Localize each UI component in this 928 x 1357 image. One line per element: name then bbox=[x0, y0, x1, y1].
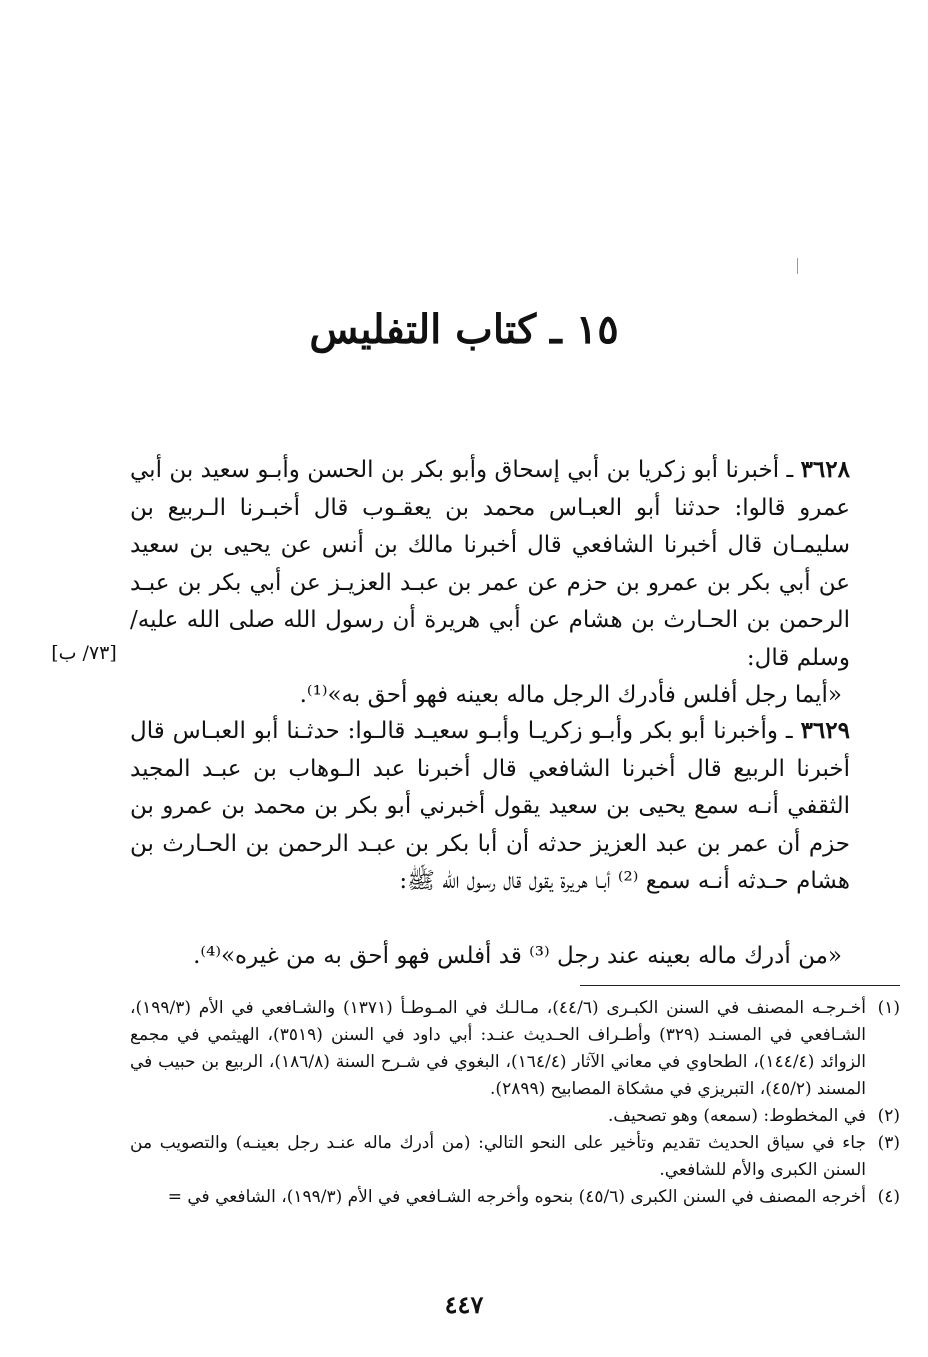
footnote-1 bbox=[130, 995, 900, 1103]
manuscript-folio-note: [٧٣/ ب] bbox=[51, 642, 117, 664]
hadith-3629 bbox=[130, 712, 850, 901]
footnote-text: جاء في سياق الحديث تقديم وتأخير على النحو التالي: (من أدرك ماله عنـد رجل بعينـه) والتصويب من السنن الكبرى والأم للشافعي. bbox=[130, 1133, 866, 1180]
hadith-number: ٣٦٢٩ bbox=[800, 717, 850, 744]
footnote-divider bbox=[580, 985, 900, 986]
hadith-number: ٣٦٢٨ bbox=[800, 456, 850, 483]
hadith-quote: «أيما رجل أفلس فأدرك الرجل ماله بعينه فهو أحق به»⁽¹⁾. bbox=[299, 682, 842, 708]
hadith-quote: «من أدرك ماله بعينه عند رجل ⁽³⁾ قد أفلس فهو أحق به من غيره»⁽⁴⁾. bbox=[193, 943, 842, 969]
footnote-number: (٢) bbox=[877, 1106, 900, 1126]
footnote-number: (١) bbox=[877, 998, 900, 1018]
chapter-title: ١٥ ـ كتاب التفليس bbox=[309, 306, 619, 353]
scan-speck bbox=[797, 258, 798, 274]
footnote-number: (٤) bbox=[877, 1187, 900, 1207]
hadith-3628 bbox=[130, 451, 850, 715]
footnotes bbox=[130, 995, 900, 1211]
footnote-2 bbox=[130, 1103, 900, 1130]
hadith-text: ـ وأخبرنا أبو بكر وأبـو زكريـا وأبـو سعيـد قالـوا: حدثـنا أبو العبـاس قال أخبرنا الربيع قال أخبرنا الشافعي قال أخبرنا عبد الـوهاب بن عبـد المجيد الثقفي أنـه سمع يحيى بن سعيد يقول أخبرني أبو بكر بن محمد بن عمرو بن حزم أن عمر بن عبد العزيز حدثه أن أبا بكر بن عبـد الرحمن بن الحـارث بن هشام حـدثه أنـه سمع ⁽²⁾ أبـا هريرة يقول قال رسول الله ﷺ: bbox=[130, 718, 850, 894]
footnote-text: أخـرجـه المصنف في السنن الكبـرى (٤٤/٦)، مـالـك في المـوطـأ (١٣٧١) والشـافعي في الأم (١٩٩/٣)، الشـافعي في المسنـد (٣٢٩) وأطـراف الحـديث عنـد: أبي داود في السنن (٣٥١٩)، الهيثمي في مجمع الزوائد (١٤٤/٤)، الطحاوي في معاني الآثار (١٦٤/٤)، البغوي في شـرح السنة (١٨٦/٨)، الربيع بن حبيب في المسند (٤٥/٢)، التبريزي في مشكاة المصابيح (٢٨٩٩). bbox=[130, 998, 867, 1099]
footnote-3 bbox=[130, 1130, 900, 1184]
page-number: ٤٤٧ bbox=[444, 1290, 484, 1319]
footnote-text: في المخطوط: (سمعه) وهو تصحيف. bbox=[608, 1106, 866, 1126]
footnote-number: (٣) bbox=[877, 1133, 900, 1153]
footnote-text: أخرجه المصنف في السنن الكبرى (٤٥/٦) بنحوه وأخرجه الشـافعي في الأم (١٩٩/٣)، الشافعي في = bbox=[167, 1187, 866, 1207]
hadith-text: ـ أخبرنا أبو زكريا بن أبي إسحاق وأبو بكر بن الحسن وأبـو سعيد بن أبي عمرو قالوا: حدثنا أبو العبـاس محمد بن يعقـوب قال أخبـرنا الـربيع بن سليمـان قال أخبرنا الشافعي قال أخبرنا مالك بن أنس عن يحيى بن سعيد عن أبي بكر بن عمرو بن حزم عن عمر بن عبـد العزيـز عن أبي بكر بن عبـد الرحمن بن الحـارث بن هشام عن أبي هريرة أن رسول الله صلى الله عليه/ وسلم قال: bbox=[130, 457, 851, 671]
footnote-4 bbox=[130, 1184, 900, 1211]
